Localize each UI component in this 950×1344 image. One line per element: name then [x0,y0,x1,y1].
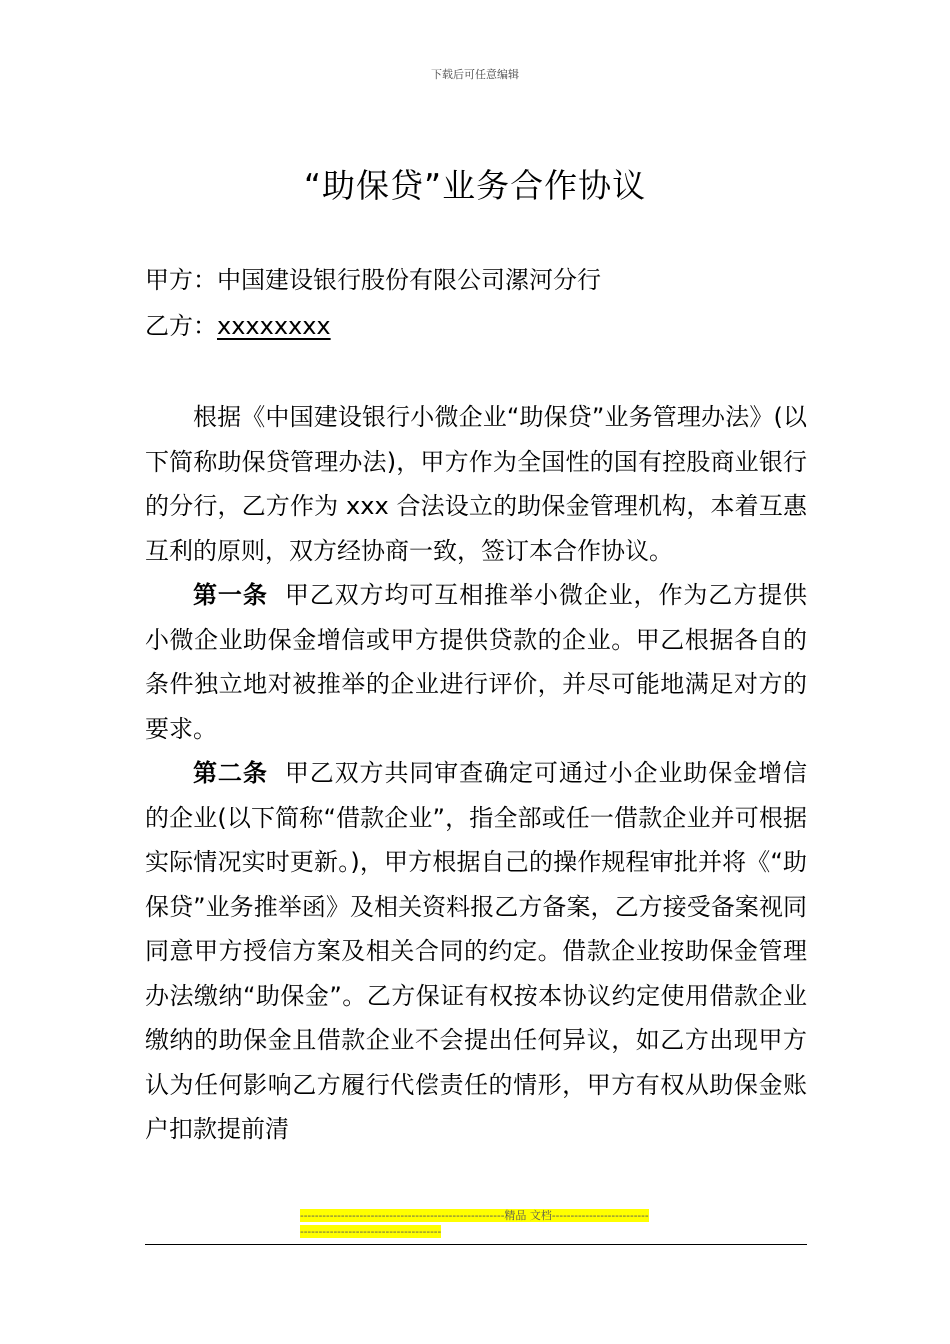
article-2-label: 第二条 [193,759,268,787]
article-2-paragraph [145,751,807,1152]
document-title: “助保贷”业务合作协议 [303,166,647,205]
agreement-body [145,395,807,1152]
footer-divider [145,1244,807,1245]
article-1-paragraph [145,573,807,751]
party-b-line [145,306,331,346]
article-1-text: 甲乙双方均可互相推举小微企业，作为乙方提供小微企业助保金增信或甲方提供贷款的企业。甲乙根据各自的条件独立地对被推举的企业进行评价，并尽可能地满足对方的要求。 [145,581,807,743]
party-a-line [145,260,601,300]
party-a-value: 中国建设银行股份有限公司漯河分行 [217,266,601,294]
footer-watermark [300,1208,650,1240]
party-a-label: 甲方： [145,266,217,294]
party-b-label: 乙方： [145,312,217,340]
article-1-label: 第一条 [193,581,268,609]
article-2-text: 甲乙双方共同审查确定可通过小企业助保金增信的企业(以下简称“借款企业”，指全部或任一借款企业并可根据实际情况实时更新。)，甲方根据自己的操作规程审批并将《“助保贷”业务推举函》及相关资料报乙方备案，乙方接受备案视同同意甲方授信方案及相关合同的约定。借款企业按助保金管理办法缴纳“助保金”。乙方保证有权按本协议约定使用借款企业缴纳的助保金且借款企业不会提出任何异议，如乙方出现甲方认为任何影响乙方履行代偿责任的情形，甲方有权从助保金账户扣款提前清 [145,759,807,1143]
footer-watermark-text: -------------------------------------------------------精品 文档---------------------------------------------------------------- [300,1209,649,1238]
intro-paragraph: 根据《中国建设银行小微企业“助保贷”业务管理办法》(以下简称助保贷管理办法)，甲方作为全国性的国有控股商业银行的分行，乙方作为 xxx 合法设立的助保金管理机构，本着互惠互利的原则，双方经协商一致，签订本合作协议。 [145,403,807,565]
party-b-value: xxxxxxxx [217,312,331,340]
header-note: 下载后可任意编辑 [431,68,519,81]
